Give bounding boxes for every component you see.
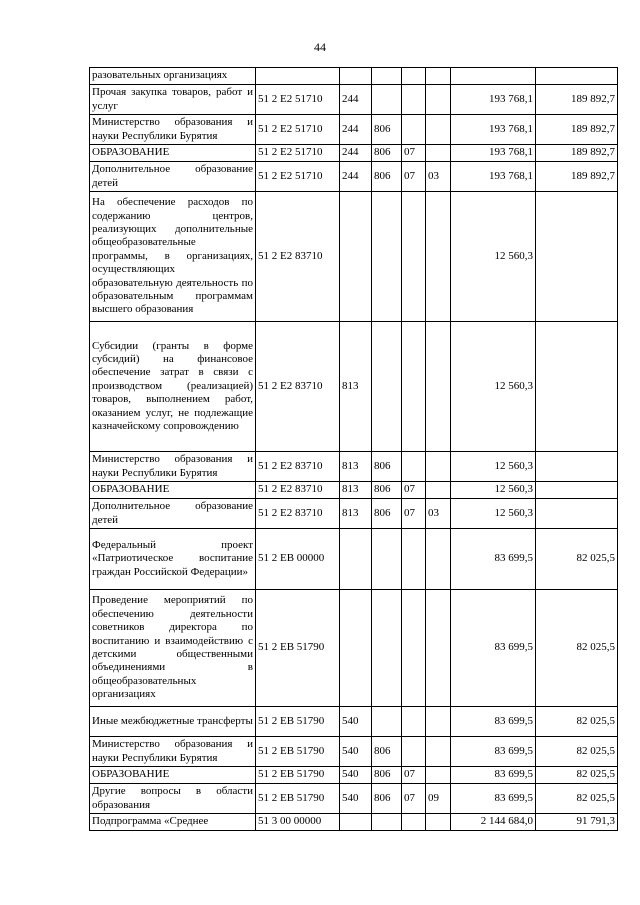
cell-sum1: 83 699,5	[451, 767, 536, 784]
cell-vr	[340, 814, 372, 831]
cell-vr	[340, 590, 372, 707]
cell-code: 51 2 E2 83710	[256, 499, 340, 529]
cell-vr	[340, 68, 372, 85]
cell-pr	[426, 115, 451, 145]
cell-ministry	[372, 192, 402, 322]
cell-code: 51 2 EB 51790	[256, 590, 340, 707]
cell-code: 51 3 00 00000	[256, 814, 340, 831]
cell-name: Иные межбюджетные трансферты	[90, 707, 256, 737]
cell-name: Министерство образования и науки Республики Бурятия	[90, 452, 256, 482]
cell-sum2: 189 892,7	[536, 85, 618, 115]
table-row	[90, 322, 618, 452]
cell-code: 51 2 E2 51710	[256, 145, 340, 162]
cell-sum2: 82 025,5	[536, 529, 618, 590]
cell-pr	[426, 192, 451, 322]
cell-sum2	[536, 68, 618, 85]
page-number: 44	[314, 40, 326, 54]
cell-rz	[402, 322, 426, 452]
cell-pr	[426, 529, 451, 590]
cell-vr: 244	[340, 162, 372, 192]
cell-pr	[426, 737, 451, 767]
cell-pr	[426, 322, 451, 452]
cell-sum1: 83 699,5	[451, 529, 536, 590]
table-row	[90, 145, 618, 162]
cell-sum2: 189 892,7	[536, 145, 618, 162]
cell-vr: 813	[340, 322, 372, 452]
cell-code: 51 2 EB 51790	[256, 707, 340, 737]
cell-ministry: 806	[372, 737, 402, 767]
cell-sum2	[536, 482, 618, 499]
cell-code: 51 2 E2 83710	[256, 322, 340, 452]
cell-code: 51 2 E2 51710	[256, 85, 340, 115]
cell-rz: 07	[402, 482, 426, 499]
cell-code: 51 2 E2 83710	[256, 482, 340, 499]
budget-table	[89, 67, 618, 831]
cell-code: 51 2 E2 83710	[256, 192, 340, 322]
cell-vr	[340, 192, 372, 322]
cell-sum2: 82 025,5	[536, 590, 618, 707]
cell-sum2	[536, 452, 618, 482]
cell-name: На обеспечение расходов по содержанию центров, реализующих дополнительные общеобразовательные программы, в организациях, осуществляющих образовательную деятельность по образовательным программам высшего образования	[90, 192, 256, 322]
table-row	[90, 767, 618, 784]
cell-sum2: 82 025,5	[536, 737, 618, 767]
cell-code	[256, 68, 340, 85]
cell-sum2: 189 892,7	[536, 162, 618, 192]
cell-sum2: 82 025,5	[536, 767, 618, 784]
cell-rz	[402, 115, 426, 145]
cell-sum1: 12 560,3	[451, 192, 536, 322]
cell-sum1: 12 560,3	[451, 322, 536, 452]
cell-sum1: 193 768,1	[451, 162, 536, 192]
cell-ministry: 806	[372, 162, 402, 192]
cell-name: Прочая закупка товаров, работ и услуг	[90, 85, 256, 115]
cell-rz: 07	[402, 767, 426, 784]
cell-name: Подпрограмма «Среднее	[90, 814, 256, 831]
cell-ministry	[372, 707, 402, 737]
cell-ministry	[372, 814, 402, 831]
cell-pr	[426, 452, 451, 482]
cell-code: 51 2 EB 00000	[256, 529, 340, 590]
cell-ministry: 806	[372, 115, 402, 145]
table-row	[90, 452, 618, 482]
cell-pr	[426, 814, 451, 831]
cell-vr: 244	[340, 115, 372, 145]
cell-ministry	[372, 68, 402, 85]
table-row	[90, 590, 618, 707]
cell-name: ОБРАЗОВАНИЕ	[90, 145, 256, 162]
cell-rz	[402, 590, 426, 707]
cell-sum1: 193 768,1	[451, 145, 536, 162]
cell-pr	[426, 767, 451, 784]
table-row	[90, 737, 618, 767]
cell-rz	[402, 707, 426, 737]
cell-rz: 07	[402, 162, 426, 192]
cell-ministry: 806	[372, 145, 402, 162]
cell-pr: 09	[426, 784, 451, 814]
cell-vr: 540	[340, 767, 372, 784]
cell-name: Субсидии (гранты в форме субсидий) на финансовое обеспечение затрат в связи с производством (реализацией) товаров, выполнением работ, оказанием услуг, не подлежащие казначейскому сопровождению	[90, 322, 256, 452]
cell-ministry: 806	[372, 499, 402, 529]
cell-ministry	[372, 85, 402, 115]
cell-sum1: 83 699,5	[451, 707, 536, 737]
cell-pr: 03	[426, 499, 451, 529]
cell-sum1: 83 699,5	[451, 590, 536, 707]
cell-vr: 244	[340, 85, 372, 115]
cell-sum1: 193 768,1	[451, 85, 536, 115]
cell-name: Дополнительное образование детей	[90, 499, 256, 529]
cell-name: Другие вопросы в области образования	[90, 784, 256, 814]
table-row	[90, 162, 618, 192]
cell-ministry: 806	[372, 784, 402, 814]
cell-name: Федеральный проект «Патриотическое воспитание граждан Российской Федерации»	[90, 529, 256, 590]
cell-sum1: 193 768,1	[451, 115, 536, 145]
cell-rz: 07	[402, 499, 426, 529]
cell-pr	[426, 707, 451, 737]
cell-code: 51 2 EB 51790	[256, 737, 340, 767]
table-row	[90, 814, 618, 831]
cell-ministry	[372, 529, 402, 590]
table-row	[90, 68, 618, 85]
cell-sum2: 189 892,7	[536, 115, 618, 145]
cell-ministry: 806	[372, 452, 402, 482]
cell-ministry	[372, 590, 402, 707]
cell-sum1: 83 699,5	[451, 737, 536, 767]
cell-vr: 540	[340, 784, 372, 814]
cell-sum1: 12 560,3	[451, 499, 536, 529]
cell-rz	[402, 529, 426, 590]
cell-rz: 07	[402, 145, 426, 162]
cell-pr	[426, 68, 451, 85]
cell-code: 51 2 E2 51710	[256, 115, 340, 145]
cell-name: ОБРАЗОВАНИЕ	[90, 482, 256, 499]
table-row	[90, 499, 618, 529]
cell-pr	[426, 590, 451, 707]
cell-name: Дополнительное образование детей	[90, 162, 256, 192]
cell-name: Проведение мероприятий по обеспечению деятельности советников директора по воспитанию и взаимодействию с детскими общественными объединениями в общеобразовательных организациях	[90, 590, 256, 707]
cell-name: Министерство образования и науки Республики Бурятия	[90, 737, 256, 767]
cell-name: разовательных организациях	[90, 68, 256, 85]
cell-vr: 540	[340, 707, 372, 737]
cell-sum1: 12 560,3	[451, 452, 536, 482]
table-row	[90, 192, 618, 322]
cell-sum2	[536, 499, 618, 529]
cell-rz: 07	[402, 784, 426, 814]
cell-code: 51 2 E2 51710	[256, 162, 340, 192]
cell-vr: 813	[340, 482, 372, 499]
cell-sum2	[536, 322, 618, 452]
cell-name: ОБРАЗОВАНИЕ	[90, 767, 256, 784]
table-body	[90, 68, 618, 831]
cell-rz	[402, 192, 426, 322]
cell-vr: 813	[340, 452, 372, 482]
table-row	[90, 85, 618, 115]
cell-name: Министерство образования и науки Республики Бурятия	[90, 115, 256, 145]
cell-rz	[402, 452, 426, 482]
cell-sum1: 83 699,5	[451, 784, 536, 814]
cell-rz	[402, 737, 426, 767]
cell-pr	[426, 482, 451, 499]
cell-sum2: 82 025,5	[536, 784, 618, 814]
cell-sum2: 91 791,3	[536, 814, 618, 831]
cell-pr	[426, 145, 451, 162]
cell-sum2: 82 025,5	[536, 707, 618, 737]
cell-ministry: 806	[372, 482, 402, 499]
cell-pr: 03	[426, 162, 451, 192]
table-row	[90, 529, 618, 590]
cell-vr: 813	[340, 499, 372, 529]
table-row	[90, 784, 618, 814]
cell-sum1: 12 560,3	[451, 482, 536, 499]
table-row	[90, 707, 618, 737]
cell-vr: 244	[340, 145, 372, 162]
cell-ministry	[372, 322, 402, 452]
cell-ministry: 806	[372, 767, 402, 784]
cell-vr	[340, 529, 372, 590]
cell-vr: 540	[340, 737, 372, 767]
cell-rz	[402, 814, 426, 831]
cell-code: 51 2 E2 83710	[256, 452, 340, 482]
cell-pr	[426, 85, 451, 115]
table-row	[90, 115, 618, 145]
cell-code: 51 2 EB 51790	[256, 784, 340, 814]
cell-sum2	[536, 192, 618, 322]
cell-rz	[402, 85, 426, 115]
cell-rz	[402, 68, 426, 85]
table-row	[90, 482, 618, 499]
cell-sum1: 2 144 684,0	[451, 814, 536, 831]
cell-sum1	[451, 68, 536, 85]
cell-code: 51 2 EB 51790	[256, 767, 340, 784]
